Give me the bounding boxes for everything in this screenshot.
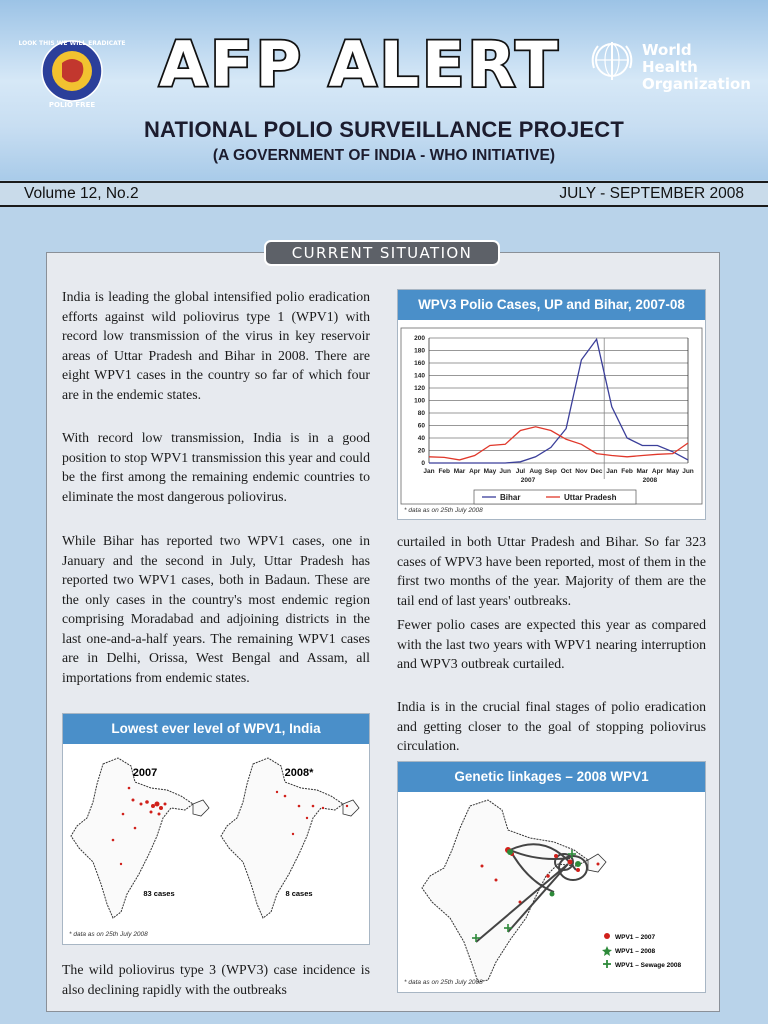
- x-tick-label: Jan: [423, 468, 435, 475]
- genetic-footnote: * data as on 25th July 2008: [404, 979, 483, 986]
- wpv3-line-chart: [398, 320, 705, 519]
- paragraph-5: curtailed in both Uttar Pradesh and Bihar. So far 323 cases of WPV3 have been reported, most of them in the first two months of the year. Majority of them are the tail end of last years' outbreaks.: [397, 534, 706, 608]
- x-tick-label: Jun: [499, 468, 511, 475]
- wpv1-map-title: Lowest ever level of WPV1, India: [63, 714, 369, 744]
- x-tick-label: Feb: [621, 468, 633, 475]
- genetic-linkage-title: Genetic linkages – 2008 WPV1: [398, 762, 705, 792]
- y-tick-label: 180: [414, 347, 425, 355]
- section-heading: CURRENT SITUATION: [264, 240, 500, 266]
- paragraph-4: The wild poliovirus type 3 (WPV3) case incidence is also declining rapidly with the outbreaks: [62, 962, 370, 997]
- india-maps: [63, 744, 369, 944]
- y-tick-label: 40: [417, 435, 425, 443]
- masthead: [0, 0, 768, 180]
- x-tick-label: Apr: [469, 468, 481, 475]
- x-tick-label: Dec: [590, 468, 603, 475]
- x-tick-label: Mar: [453, 468, 466, 475]
- x-tick-label: Jun: [682, 468, 694, 475]
- x-tick-label: Jul: [515, 468, 526, 475]
- x-tick-label: May: [483, 468, 497, 475]
- map-label-2008: 2008*: [284, 767, 314, 779]
- paragraph-6: Fewer polio cases are expected this year as compared with the last two years with WPV1 nearing interruption and WPV3 outbreak curtailed.: [397, 617, 706, 671]
- legend-wpv1-2008: WPV1 – 2008: [615, 948, 656, 955]
- who-line-1: World Health: [642, 41, 698, 76]
- project-title: NATIONAL POLIO SURVEILLANCE PROJECT: [143, 117, 625, 142]
- project-subtitle: (A GOVERNMENT OF INDIA - WHO INITIATIVE): [212, 147, 556, 164]
- afp-alert-text: AFP ALERT: [159, 28, 561, 101]
- wpv3-chart-title: WPV3 Polio Cases, UP and Bihar, 2007-08: [398, 290, 705, 320]
- chart-footnote: * data as on 25th July 2008: [404, 507, 483, 514]
- india-map-2007: [71, 758, 209, 918]
- paragraph-3: While Bihar has reported two WPV1 cases, one in January and the second in July, Uttar Pradesh has reported two WPV1 cases, both in Badaun. These are the only cases in the country's most endemic region comprising Moradabad and adjoining districts in the last one-and-a-half years. The remaining WPV1 cases are in Delhi, Orissa, West Bengal and Assam, all importations from endemic states.: [62, 533, 370, 685]
- x-tick-label: Oct: [560, 468, 572, 475]
- x-tick-label: May: [666, 468, 680, 475]
- y-tick-label: 140: [414, 372, 425, 380]
- y-tick-label: 120: [414, 385, 425, 393]
- polio-free-emblem-icon: [18, 33, 126, 111]
- issue-period: JULY - SEPTEMBER 2008: [559, 185, 744, 202]
- x-year-label: 2007: [520, 477, 536, 484]
- map-cases-2008: 8 cases: [285, 889, 313, 898]
- x-year-label: 2008: [642, 477, 658, 484]
- genetic-legend: [602, 933, 682, 969]
- y-tick-label: 20: [417, 447, 425, 455]
- x-tick-label: Apr: [651, 468, 664, 475]
- wpv3-chart-figure: [397, 289, 706, 520]
- x-tick-label: Jan: [606, 468, 618, 475]
- genetic-linkage-figure: [397, 761, 706, 993]
- emblem-bottom-text: POLIO FREE: [48, 101, 96, 109]
- map-footnote: * data as on 25th July 2008: [69, 931, 148, 938]
- y-tick-label: 0: [421, 460, 425, 468]
- emblem-ring-text: LOOK THIS WE WILL ERADICATE: [18, 40, 126, 47]
- map-label-2007: 2007: [132, 767, 158, 779]
- y-tick-label: 60: [417, 422, 425, 430]
- volume-number: Volume 12, No.2: [24, 185, 139, 202]
- who-logo: [588, 38, 751, 93]
- legend-label: Uttar Pradesh: [564, 493, 617, 502]
- issue-bar: [0, 181, 768, 207]
- wpv1-map-figure: [62, 713, 370, 945]
- genetic-linkage-map: [398, 792, 705, 992]
- y-tick-label: 80: [417, 410, 425, 418]
- x-tick-label: Aug: [529, 468, 542, 475]
- legend-wpv1-2007: WPV1 – 2007: [615, 934, 656, 941]
- paragraph-7: India is in the crucial final stages of polio eradication and getting closer to the goal of stopping poliovirus circulation.: [397, 699, 706, 753]
- paragraph-1: India is leading the global intensified polio eradication efforts against wild poliovirus type 1 (WPV1) with record low transmission of the virus in key reservoir areas of Uttar Pradesh and Bihar in 2008. There are eight WPV1 cases in the country so far of which four are in the endemic states.: [62, 289, 370, 402]
- y-tick-label: 200: [414, 335, 425, 343]
- x-tick-label: Sep: [544, 468, 557, 475]
- y-tick-label: 100: [414, 397, 425, 405]
- legend-label: Bihar: [500, 493, 521, 502]
- x-tick-label: Feb: [438, 468, 451, 475]
- legend-wpv1-sewage: WPV1 – Sewage 2008: [615, 962, 682, 969]
- map-cases-2007: 83 cases: [143, 889, 175, 898]
- paragraph-2: With record low transmission, India is in a good position to stop WPV1 transmission this year and could be the first among the remaining endemic countries to eliminate the most dangerous poliovirus.: [62, 430, 370, 504]
- y-tick-label: 160: [414, 360, 425, 368]
- chart-legend: [474, 490, 636, 504]
- x-tick-label: Nov: [575, 468, 588, 475]
- x-tick-label: Mar: [636, 468, 649, 475]
- who-line-2: Organization: [642, 75, 751, 93]
- afp-alert-title: [140, 30, 580, 100]
- who-emblem-icon: [588, 38, 636, 84]
